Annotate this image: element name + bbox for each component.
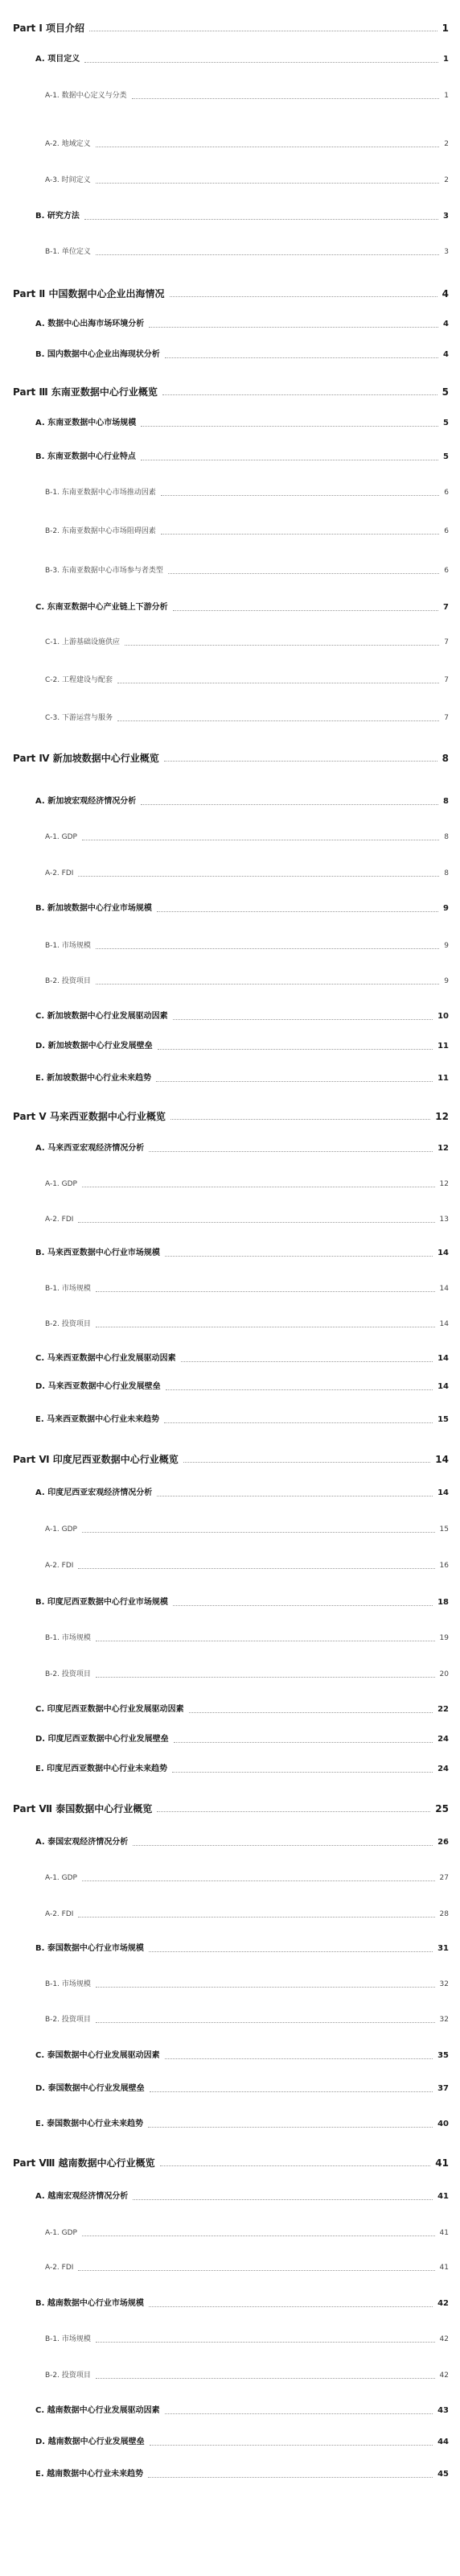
toc-entry-label: Part Ⅶ 泰国数据中心行业概览: [13, 1803, 153, 1814]
toc-entry-page-number: 10: [437, 1012, 449, 1021]
toc-leader-dots: [162, 394, 437, 395]
toc-entry-label: Part Ⅳ 新加坡数据中心行业概览: [13, 753, 159, 764]
toc-entry-page-number: 7: [443, 603, 449, 612]
toc-leader-dots: [165, 357, 438, 358]
toc-entry-page-number: 26: [437, 1838, 449, 1847]
toc-entry-label: C-3. 下游运营与服务: [45, 714, 113, 722]
toc-entry-page-number: 14: [437, 1354, 449, 1363]
toc-leader-dots: [96, 948, 439, 949]
toc-leader-dots: [78, 1222, 435, 1223]
toc-leader-dots: [170, 1119, 430, 1120]
toc-entry-label: C-1. 上游基础设施供应: [45, 638, 120, 646]
toc-entry-label: E. 印度尼西亚数据中心行业未来趋势: [35, 1765, 168, 1773]
toc-entry-label: Part Ⅰ 项目介绍: [13, 23, 85, 34]
toc-entry-label: B-1. 市场规模: [45, 1634, 91, 1642]
toc-leader-dots: [166, 1389, 433, 1390]
toc-leader-dots: [148, 2127, 433, 2128]
toc-entry-label: B-1. 市场规模: [45, 1980, 91, 1988]
toc-entry-label: A. 东南亚数据中心市场规模: [35, 419, 137, 427]
toc-entry-page-number: 2: [444, 140, 449, 148]
toc-entry-page-number: 41: [439, 2264, 449, 2272]
toc-entry-page-number: 1: [443, 55, 449, 64]
toc-entry-page-number: 5: [442, 386, 449, 398]
toc-entry-label: D. 新加坡数据中心行业发展壁垒: [35, 1042, 153, 1051]
toc-entry-page-number: 35: [437, 2051, 449, 2060]
toc-leader-dots: [96, 183, 439, 184]
toc-entry-page-number: 9: [443, 904, 449, 913]
toc-leader-dots: [78, 1917, 435, 1918]
toc-entry-label: A-2. 地域定义: [45, 140, 91, 148]
toc-entry-label: D. 马来西亚数据中心行业发展壁垒: [35, 1382, 161, 1391]
toc-leader-dots: [96, 2378, 435, 2379]
toc-leader-dots: [84, 62, 438, 63]
toc-entry-page-number: 11: [437, 1074, 449, 1083]
toc-leader-dots: [96, 1291, 435, 1292]
toc-entry-page-number: 14: [437, 1382, 449, 1391]
toc-leader-dots: [149, 1951, 433, 1952]
toc-entry-page-number: 14: [437, 1249, 449, 1257]
toc-entry-label: B. 马来西亚数据中心行业市场规模: [35, 1249, 160, 1257]
toc-entry-page-number: 9: [444, 942, 449, 950]
toc-entry-label: B-2. 东南亚数据中心市场阻碍因素: [45, 527, 156, 535]
toc-entry-label: C. 东南亚数据中心产业链上下游分析: [35, 603, 168, 612]
toc-entry-page-number: 7: [444, 638, 449, 646]
toc-leader-dots: [149, 2306, 433, 2307]
toc-entry-label: C. 马来西亚数据中心行业发展驱动因素: [35, 1354, 176, 1363]
toc-leader-dots: [156, 1081, 433, 1082]
toc-leader-dots: [84, 219, 438, 220]
toc-entry-label: A-1. 数据中心定义与分类: [45, 92, 127, 100]
toc-leader-dots: [172, 1772, 433, 1773]
toc-entry-page-number: 24: [437, 1765, 449, 1773]
toc-entry-page-number: 25: [435, 1803, 449, 1814]
toc-entry-label: D. 印度尼西亚数据中心行业发展壁垒: [35, 1735, 169, 1744]
toc-entry-label: A-1. GDP: [45, 1525, 77, 1534]
toc-entry-label: B-2. 投资项目: [45, 977, 91, 985]
toc-entry-page-number: 13: [439, 1216, 449, 1224]
toc-entry-page-number: 4: [443, 350, 449, 359]
toc-leader-dots: [165, 2413, 433, 2414]
toc-entry-page-number: 7: [444, 714, 449, 722]
toc-entry-label: A. 项目定义: [35, 55, 80, 64]
toc-entry-label: C. 新加坡数据中心行业发展驱动因素: [35, 1012, 168, 1021]
toc-entry-label: B-1. 市场规模: [45, 942, 91, 950]
toc-entry-label: C. 印度尼西亚数据中心行业发展驱动因素: [35, 1705, 184, 1714]
toc-leader-dots: [149, 1151, 433, 1152]
toc-entry-page-number: 41: [437, 2192, 449, 2201]
toc-entry-label: B. 国内数据中心企业出海现状分析: [35, 350, 160, 359]
toc-entry-page-number: 1: [442, 23, 449, 34]
toc-entry-label: A-2. FDI: [45, 2264, 74, 2272]
toc-leader-dots: [133, 2199, 433, 2200]
toc-entry-page-number: 42: [437, 2299, 449, 2308]
toc-leader-dots: [141, 426, 438, 427]
toc-leader-dots: [82, 2235, 435, 2236]
toc-leader-dots: [173, 610, 438, 611]
toc-leader-dots: [181, 1361, 433, 1362]
toc-entry-label: B. 东南亚数据中心行业特点: [35, 452, 136, 461]
toc-leader-dots: [170, 296, 437, 297]
toc-entry-label: C-2. 工程建设与配套: [45, 676, 113, 684]
toc-leader-dots: [82, 1880, 435, 1881]
toc-leader-dots: [82, 1532, 435, 1533]
toc-entry-page-number: 43: [437, 2406, 449, 2415]
toc-leader-dots: [164, 1422, 433, 1423]
toc-entry-page-number: 41: [435, 2157, 449, 2169]
toc-entry-label: A-2. FDI: [45, 1216, 74, 1224]
toc-entry-label: A. 数据中心出海市场环境分析: [35, 320, 145, 328]
toc-leader-dots: [141, 804, 438, 805]
toc-entry-page-number: 31: [437, 1944, 449, 1953]
toc-entry-page-number: 19: [439, 1634, 449, 1642]
toc-entry-page-number: 37: [437, 2084, 449, 2093]
toc-entry-label: A-1. GDP: [45, 1180, 77, 1188]
toc-entry-page-number: 27: [439, 1874, 449, 1882]
toc-leader-dots: [189, 1712, 433, 1713]
toc-entry-label: Part Ⅲ 东南亚数据中心行业概览: [13, 386, 158, 398]
toc-entry-page-number: 3: [444, 248, 449, 256]
toc-entry-page-number: 18: [437, 1598, 449, 1607]
toc-entry-page-number: 14: [435, 1454, 449, 1465]
toc-entry-page-number: 22: [437, 1705, 449, 1714]
toc-entry-label: B-2. 投资项目: [45, 1320, 91, 1328]
toc-entry-label: A. 越南宏观经济情况分析: [35, 2192, 129, 2201]
toc-entry-page-number: 15: [437, 1415, 449, 1424]
toc-entry-page-number: 28: [439, 1910, 449, 1918]
toc-leader-dots: [158, 1049, 433, 1050]
toc-entry-page-number: 11: [437, 1042, 449, 1051]
toc-entry-label: A. 印度尼西亚宏观经济情况分析: [35, 1488, 153, 1497]
toc-entry-page-number: 8: [443, 797, 449, 806]
toc-entry-label: C. 越南数据中心行业发展驱动因素: [35, 2406, 160, 2415]
toc-leader-dots: [96, 2342, 435, 2343]
toc-entry-label: A-2. FDI: [45, 1910, 74, 1918]
toc-entry-label: B. 泰国数据中心行业市场规模: [35, 1944, 144, 1953]
toc-entry-label: E. 新加坡数据中心行业未来趋势: [35, 1074, 152, 1083]
toc-entry-page-number: 32: [439, 2016, 449, 2024]
toc-leader-dots: [132, 98, 439, 99]
toc-leader-dots: [96, 1987, 435, 1988]
toc-entry-label: B-1. 市场规模: [45, 1285, 91, 1293]
toc-leader-dots: [96, 984, 439, 985]
toc-entry-page-number: 4: [443, 320, 449, 328]
toc-leader-dots: [78, 876, 439, 877]
toc-entry-label: E. 马来西亚数据中心行业未来趋势: [35, 1415, 160, 1424]
toc-entry-label: E. 越南数据中心行业未来趋势: [35, 2470, 144, 2479]
toc-entry-page-number: 2: [444, 176, 449, 184]
toc-entry-page-number: 16: [439, 1562, 449, 1570]
toc-entry-page-number: 7: [444, 676, 449, 684]
toc-entry-page-number: 14: [439, 1320, 449, 1328]
toc-entry-label: B-2. 投资项目: [45, 2372, 91, 2380]
toc-entry-page-number: 20: [439, 1670, 449, 1678]
toc-entry-label: C. 泰国数据中心行业发展驱动因素: [35, 2051, 160, 2060]
toc-entry-label: A. 泰国宏观经济情况分析: [35, 1838, 129, 1847]
toc-leader-dots: [173, 1605, 433, 1606]
toc-entry-page-number: 4: [442, 288, 449, 299]
toc-entry-page-number: 12: [437, 1144, 449, 1153]
toc-entry-label: A. 新加坡宏观经济情况分析: [35, 797, 137, 806]
toc-leader-dots: [150, 2445, 433, 2446]
toc-entry-page-number: 14: [437, 1488, 449, 1497]
toc-leader-dots: [160, 2165, 430, 2166]
toc-entry-page-number: 45: [437, 2470, 449, 2479]
toc-entry-page-number: 6: [444, 567, 449, 575]
toc-entry-label: B-1. 东南亚数据中心市场推动因素: [45, 489, 156, 497]
toc-entry-label: B. 印度尼西亚数据中心行业市场规模: [35, 1598, 168, 1607]
toc-entry-page-number: 32: [439, 1980, 449, 1988]
toc-leader-dots: [117, 720, 439, 721]
toc-entry-page-number: 6: [444, 489, 449, 497]
toc-entry-label: D. 泰国数据中心行业发展壁垒: [35, 2084, 145, 2093]
toc-entry-page-number: 41: [439, 2229, 449, 2237]
toc-entry-page-number: 15: [439, 1525, 449, 1534]
toc-entry-page-number: 5: [443, 452, 449, 461]
toc-entry-label: A-1. GDP: [45, 2229, 77, 2237]
toc-leader-dots: [78, 2270, 435, 2271]
toc-entry-label: B-3. 东南亚数据中心市场参与者类型: [45, 567, 163, 575]
toc-leader-dots: [161, 534, 439, 535]
toc-entry-page-number: 9: [444, 977, 449, 985]
toc-leader-dots: [149, 327, 438, 328]
toc-entry-page-number: 42: [439, 2335, 449, 2343]
toc-entry-page-number: 5: [443, 419, 449, 427]
toc-entry-page-number: 12: [439, 1180, 449, 1188]
toc-leader-dots: [96, 1677, 435, 1678]
toc-entry-page-number: 42: [439, 2372, 449, 2380]
toc-entry-page-number: 8: [444, 833, 449, 841]
toc-entry-page-number: 14: [439, 1285, 449, 1293]
toc-leader-dots: [165, 1256, 433, 1257]
toc-leader-dots: [96, 2022, 435, 2023]
toc-entry-label: B. 研究方法: [35, 212, 80, 221]
toc-leader-dots: [157, 911, 438, 912]
toc-entry-label: A-3. 时间定义: [45, 176, 91, 184]
toc-leader-dots: [96, 254, 439, 255]
toc-entry-page-number: 44: [437, 2438, 449, 2446]
toc-entry-page-number: 6: [444, 527, 449, 535]
toc-leader-dots: [164, 761, 437, 762]
toc-entry-label: Part Ⅵ 印度尼西亚数据中心行业概览: [13, 1454, 179, 1465]
toc-entry-label: B-1. 单位定义: [45, 248, 91, 256]
toc-leader-dots: [173, 1019, 433, 1020]
toc-leader-dots: [133, 1845, 433, 1846]
toc-leader-dots: [157, 1811, 430, 1812]
toc-leader-dots: [174, 1742, 433, 1743]
toc-entry-label: B-2. 投资项目: [45, 1670, 91, 1678]
toc-entry-label: B. 越南数据中心行业市场规模: [35, 2299, 144, 2308]
toc-entry-page-number: 8: [442, 753, 449, 764]
toc-entry-label: A-1. GDP: [45, 1874, 77, 1882]
toc-leader-dots: [168, 573, 439, 574]
toc-leader-dots: [148, 2477, 433, 2478]
toc-entry-label: A-2. FDI: [45, 869, 74, 877]
toc-leader-dots: [161, 495, 439, 496]
toc-entry-label: B-1. 市场规模: [45, 2335, 91, 2343]
toc-entry-label: Part Ⅷ 越南数据中心行业概览: [13, 2157, 155, 2169]
toc-entry-page-number: 40: [437, 2120, 449, 2128]
toc-entry-page-number: 24: [437, 1735, 449, 1744]
toc-leader-dots: [125, 645, 439, 646]
toc-entry-label: B. 新加坡数据中心行业市场规模: [35, 904, 152, 913]
toc-entry-label: Part Ⅴ 马来西亚数据中心行业概览: [13, 1111, 166, 1122]
toc-entry-page-number: 12: [435, 1111, 449, 1122]
toc-entry-label: A-1. GDP: [45, 833, 77, 841]
toc-entry-label: A. 马来西亚宏观经济情况分析: [35, 1144, 145, 1153]
toc-entry-page-number: 3: [443, 212, 449, 221]
toc-entry-label: A-2. FDI: [45, 1562, 74, 1570]
toc-entry-label: Part Ⅱ 中国数据中心企业出海情况: [13, 288, 165, 299]
toc-leader-dots: [183, 1462, 430, 1463]
toc-leader-dots: [150, 2091, 433, 2092]
toc-leader-dots: [165, 2058, 433, 2059]
toc-entry-label: D. 越南数据中心行业发展壁垒: [35, 2438, 145, 2446]
toc-entry-page-number: 8: [444, 869, 449, 877]
toc-entry-label: E. 泰国数据中心行业未来趋势: [35, 2120, 144, 2128]
toc-entry-page-number: 1: [444, 92, 449, 100]
toc-entry-label: B-2. 投资项目: [45, 2016, 91, 2024]
toc-leader-dots: [78, 1568, 435, 1569]
